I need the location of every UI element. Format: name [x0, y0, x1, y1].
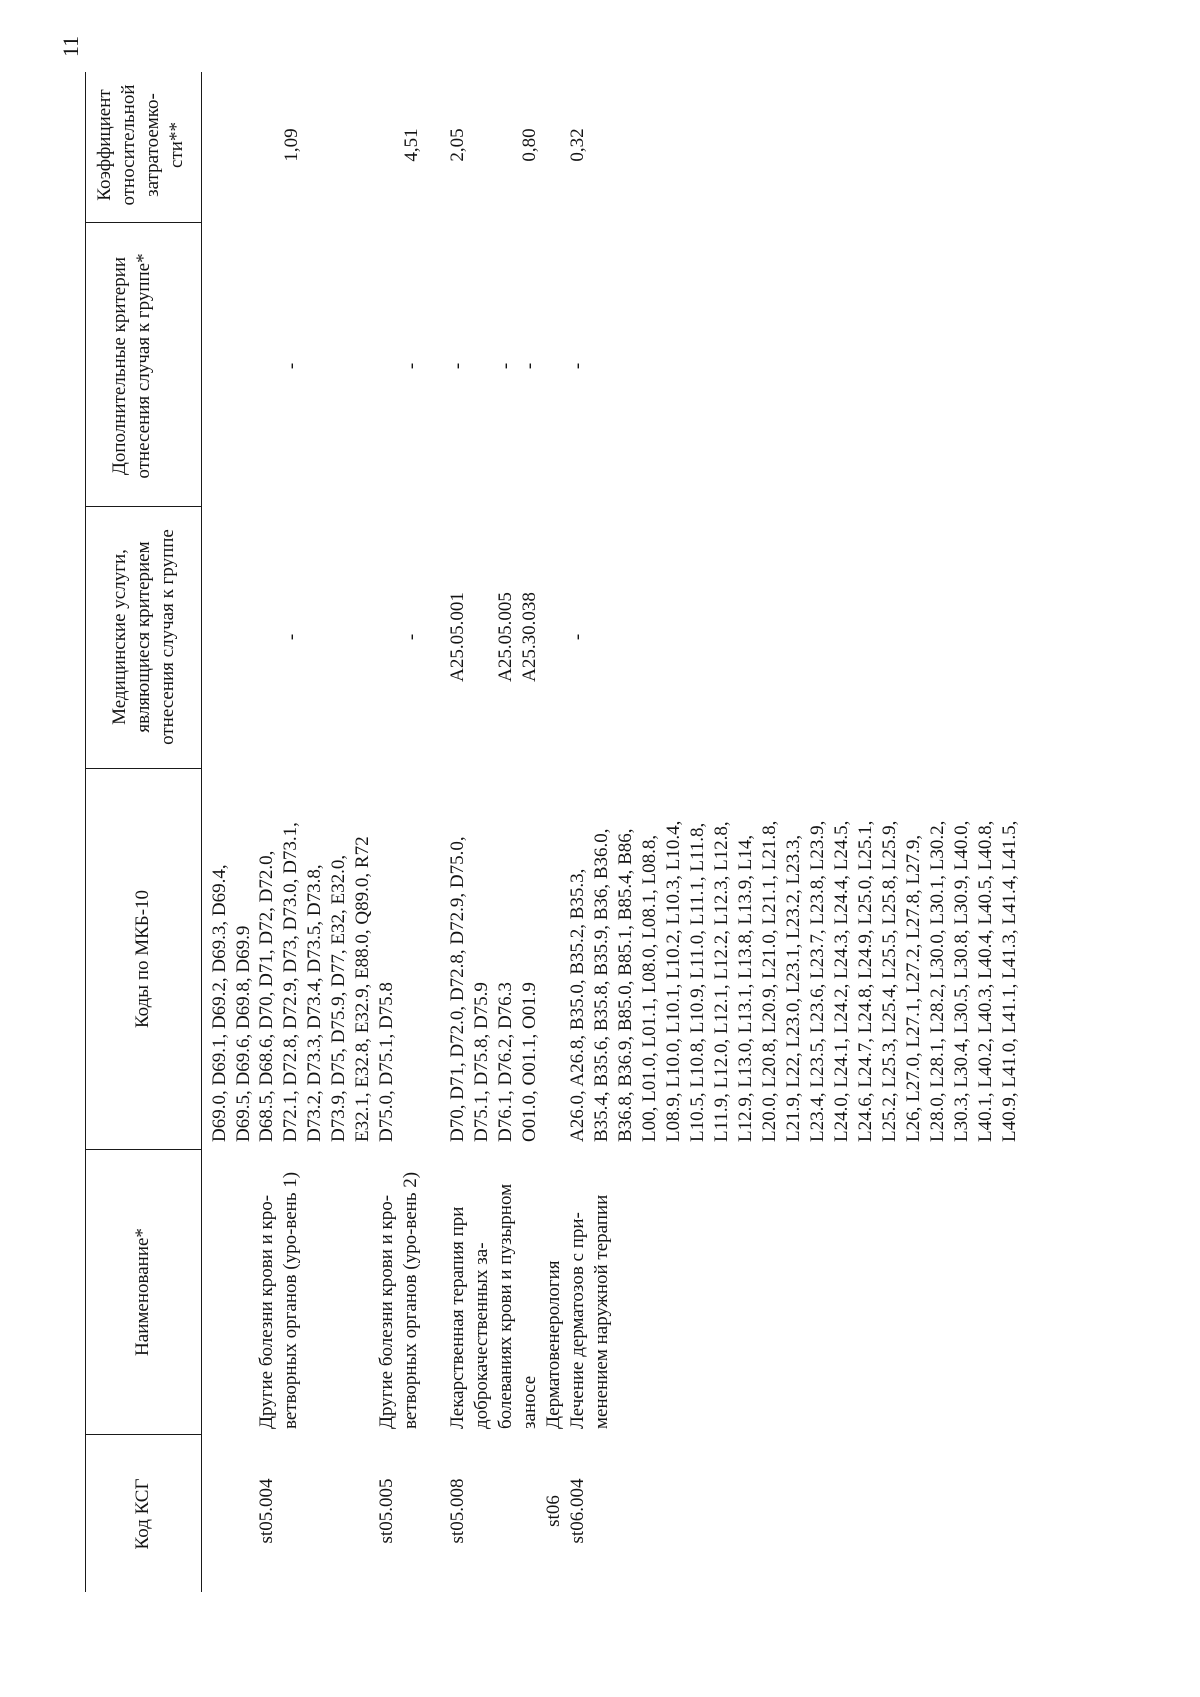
row-mkb-codes	[566, 821, 1022, 1142]
service-code: A25.30.038	[519, 592, 540, 682]
header-services: Медицинские услуги, являющиеся критерием отнесения случая к группе	[109, 529, 178, 745]
mkb-line: L23.4, L23.5, L23.6, L23.7, L23.8, L23.9,	[807, 820, 828, 1142]
mkb-line: O01.0, O01.1, O01.9	[519, 982, 540, 1142]
mkb-line: L26, L27.0, L27.1, L27.2, L27.8, L27.9,	[903, 834, 924, 1142]
mkb-line: D69.0, D69.1, D69.2, D69.3, D69.4,	[209, 864, 230, 1142]
mkb-line: D75.1, D75.8, D75.9	[471, 982, 492, 1142]
criteria-value: -	[447, 362, 468, 370]
col-divider-1	[85, 1434, 201, 1435]
row-coef: 1,09	[281, 128, 302, 162]
table-top-rule	[85, 72, 86, 1592]
row-code: st06.004	[567, 1478, 588, 1544]
row-code: st05.005	[376, 1478, 397, 1544]
mkb-line: L28.0, L28.1, L28.2, L30.0, L30.1, L30.2,	[927, 820, 948, 1142]
row-criteria	[446, 231, 542, 501]
mkb-line: L25.2, L25.3, L25.4, L25.5, L25.8, L25.9,	[879, 820, 900, 1142]
criteria-value: -	[519, 362, 540, 370]
mkb-line: B35.4, B35.6, B35.8, B35.9, B36, B36.0,	[591, 828, 612, 1142]
row-mkb-codes	[446, 836, 542, 1142]
row-criteria: -	[401, 362, 422, 370]
mkb-line: D73.9, D75, D75.9, D77, E32, E32.0,	[328, 854, 349, 1142]
continuation-mkb-codes	[208, 864, 256, 1142]
mkb-line: D68.5, D68.6, D70, D71, D72, D72.0,	[256, 850, 277, 1142]
row-criteria: -	[567, 362, 588, 370]
section-code: st06	[543, 1495, 564, 1527]
row-name: Другие болезни крови и кро-ветворных органов (уро-вень 1)	[256, 1171, 301, 1429]
mkb-line: D73.2, D73.3, D73.4, D73.5, D73.8,	[304, 864, 325, 1142]
mkb-line: L21.9, L22, L23.0, L23.1, L23.2, L23.3,	[783, 834, 804, 1142]
col-divider-4	[85, 506, 201, 507]
row-services	[446, 512, 542, 762]
coef-value	[494, 73, 518, 217]
mkb-line: A26.0, A26.8, B35.0, B35.2, B35.3,	[567, 868, 588, 1142]
row-code: st05.008	[447, 1478, 468, 1544]
row-coef: 0,32	[567, 128, 588, 162]
mkb-line: D69.5, D69.6, D69.8, D69.9	[233, 925, 254, 1142]
mkb-line: D70, D71, D72.0, D72.8, D72.9, D75.0,	[447, 836, 468, 1142]
mkb-line: L10.5, L10.8, L10.9, L11.0, L11.1, L11.8,	[687, 822, 708, 1142]
header-coef: Коэффициент относительной затратоемко-сти**	[94, 84, 187, 206]
row-name: Лекарственная терапия при доброкачественных за-болеваниях крови и пузырном заносе	[447, 1183, 540, 1429]
row-name: Лечение дерматозов с при-менением наружной терапии	[567, 1194, 612, 1429]
row-services: -	[567, 633, 588, 641]
row-mkb-codes	[255, 822, 375, 1142]
header-criteria: Дополнительные критерии отнесения случая к группе*	[109, 253, 154, 479]
service-code	[470, 512, 494, 762]
service-code: A25.05.005	[495, 592, 516, 682]
mkb-line: L40.9, L41.0, L41.1, L41.3, L41.4, L41.5,	[999, 820, 1020, 1142]
coef-value	[470, 73, 494, 217]
header-name: Наименование*	[132, 1228, 153, 1356]
row-name: Другие болезни крови и кро-ветворных органов (уро-вень 2)	[376, 1171, 421, 1429]
mkb-line: E32.1, E32.8, E32.9, E88.0, Q89.0, R72	[352, 836, 373, 1142]
mkb-line: L30.3, L30.4, L30.5, L30.8, L30.9, L40.0,	[951, 820, 972, 1142]
row-services: -	[281, 633, 302, 641]
row-coef	[446, 73, 542, 217]
criteria-value: -	[495, 362, 516, 370]
mkb-line: L12.9, L13.0, L13.1, L13.8, L13.9, L14,	[735, 834, 756, 1142]
mkb-line: L11.9, L12.0, L12.1, L12.2, L12.3, L12.8,	[711, 821, 732, 1142]
coef-value: 2,05	[447, 128, 468, 162]
criteria-value	[470, 231, 494, 501]
row-mkb-codes	[375, 982, 399, 1142]
row-code: st05.004	[256, 1478, 277, 1544]
row-coef: 4,51	[401, 128, 422, 162]
mkb-line: B36.8, B36.9, B85.0, B85.1, B85.4, B86,	[615, 828, 636, 1142]
coef-value: 0,80	[519, 128, 540, 162]
mkb-line: D75.0, D75.1, D75.8	[376, 982, 397, 1142]
mkb-line: L20.0, L20.8, L20.9, L21.0, L21.1, L21.8,	[759, 820, 780, 1142]
row-criteria: -	[281, 362, 302, 370]
mkb-line: L40.1, L40.2, L40.3, L40.4, L40.5, L40.8,	[975, 820, 996, 1142]
service-code: A25.05.001	[447, 592, 468, 682]
mkb-line: L00, L01.0, L01.1, L08.0, L08.1, L08.8,	[639, 834, 660, 1142]
mkb-line: L24.0, L24.1, L24.2, L24.3, L24.4, L24.5,	[831, 820, 852, 1142]
header-bottom-rule	[201, 72, 202, 1592]
col-divider-5	[85, 222, 201, 223]
section-name: Дерматовенерология	[543, 1260, 564, 1429]
mkb-line: L24.6, L24.7, L24.8, L24.9, L25.0, L25.1,	[855, 820, 876, 1142]
col-divider-2	[85, 1149, 201, 1150]
page-number: 11	[58, 35, 83, 57]
mkb-line: D76.1, D76.2, D76.3	[495, 982, 516, 1142]
row-services: -	[401, 633, 422, 641]
header-mkb: Коды по МКБ-10	[132, 889, 153, 1029]
mkb-line: L08.9, L10.0, L10.1, L10.2, L10.3, L10.4,	[663, 820, 684, 1142]
header-code: Код КСГ	[132, 1478, 153, 1550]
col-divider-3	[85, 768, 201, 769]
mkb-line: D72.1, D72.8, D72.9, D73, D73.0, D73.1,	[280, 822, 301, 1142]
